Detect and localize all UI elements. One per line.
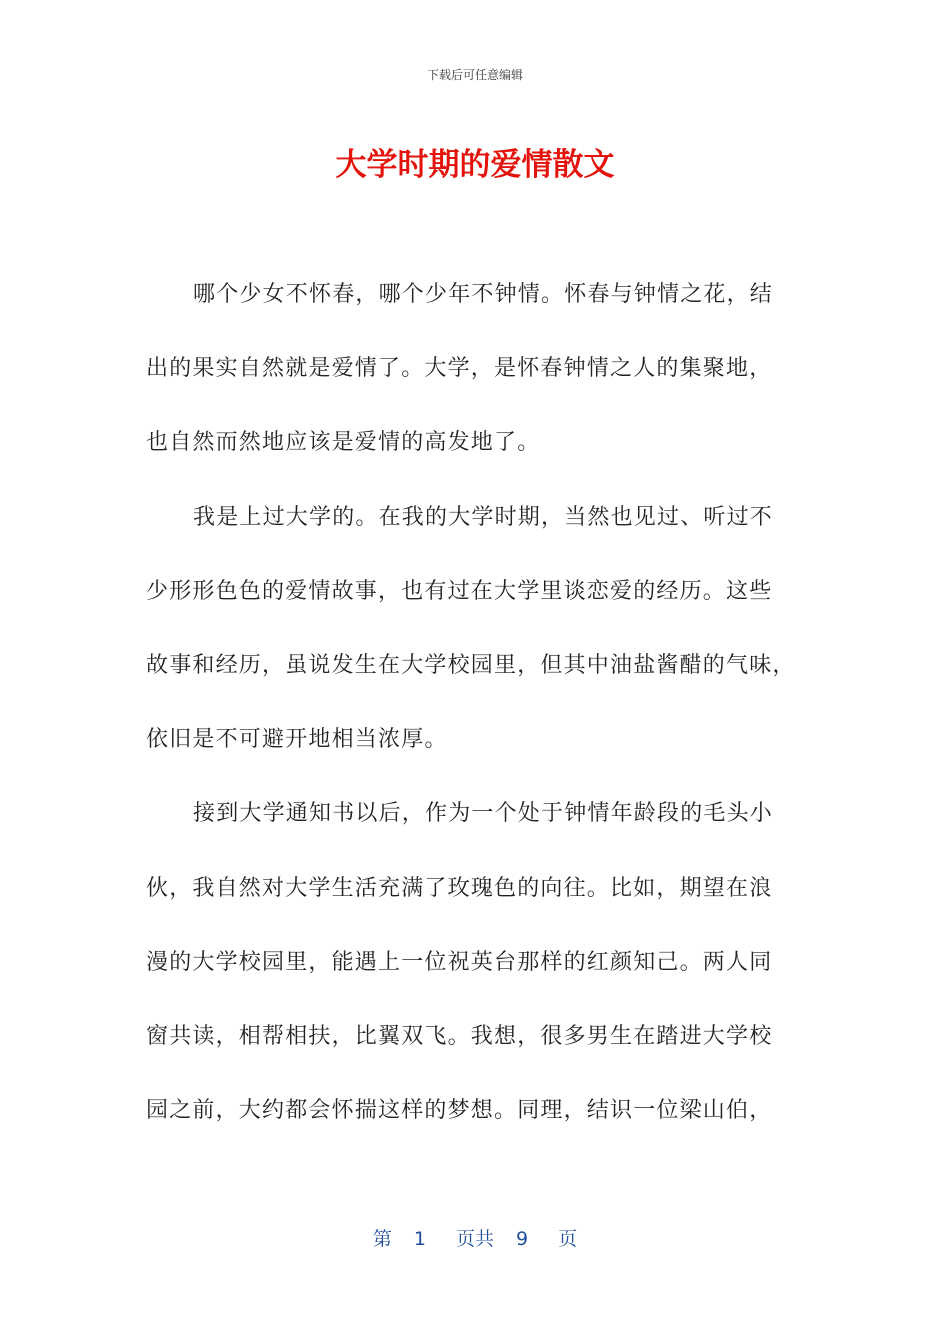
body-line-10: 漫的大学校园里，能遇上一位祝英台那样的红颜知己。两人同 <box>146 949 773 975</box>
footer-middle: 页共 <box>455 1228 494 1250</box>
body-line-5: 少形形色色的爱情故事，也有过在大学里谈恋爱的经历。这些 <box>146 578 773 604</box>
body-line-11: 窗共读，相帮相扶，比翼双飞。我想，很多男生在踏进大学校 <box>146 1023 773 1049</box>
footer-total-pages: 9 <box>516 1228 529 1250</box>
body-line-6: 故事和经历，虽说发生在大学校园里，但其中油盐酱醋的气味， <box>146 652 796 678</box>
footer-current-page: 1 <box>413 1228 426 1250</box>
body-line-3: 也自然而然地应该是爱情的高发地了。 <box>146 430 541 456</box>
footer-suffix: 页 <box>558 1228 578 1250</box>
document-title: 大学时期的爱情散文 <box>335 147 615 183</box>
footer-prefix: 第 <box>372 1228 392 1250</box>
page-footer <box>0 1224 950 1254</box>
body-line-9: 伙，我自然对大学生活充满了玫瑰色的向往。比如，期望在浪 <box>146 875 773 901</box>
body-line-2: 出的果实自然就是爱情了。大学，是怀春钟情之人的集聚地， <box>146 356 773 382</box>
body-line-7: 依旧是不可避开地相当浓厚。 <box>146 727 448 753</box>
page-header-note: 下载后可任意编辑 <box>426 68 523 82</box>
document-body <box>146 269 810 1159</box>
body-line-4: 我是上过大学的。在我的大学时期，当然也见过、听过不 <box>193 504 774 530</box>
body-line-1: 哪个少女不怀春，哪个少年不钟情。怀春与钟情之花，结 <box>193 282 774 307</box>
body-line-12: 园之前，大约都会怀揣这样的梦想。同理，结识一位梁山伯， <box>146 1098 773 1124</box>
body-line-8: 接到大学通知书以后，作为一个处于钟情年龄段的毛头小 <box>193 801 774 827</box>
